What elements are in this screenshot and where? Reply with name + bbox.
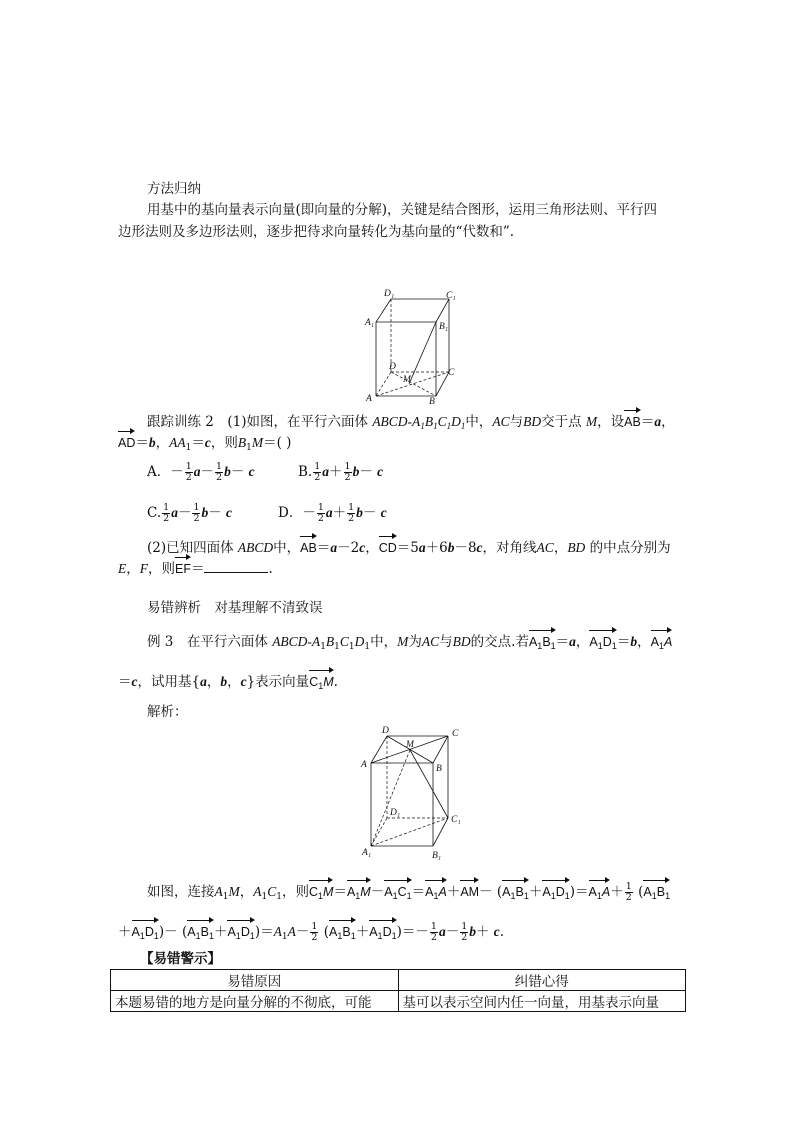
example-3-line1: 例 3 在平行六面体 ABCD-$A_1B_1C_1D_1$中，M为AC与BD的交点.若$A_1B_1=a$，$A_1D_1=b$，$A_1A$ xyxy=(147,630,672,652)
method-line-2: 边形法则及多边形法则，逐步把待求向量转化为基向量的“代数和”. xyxy=(118,224,515,240)
answer-blank[interactable] xyxy=(204,560,268,573)
fig1-label-M: M xyxy=(403,375,411,385)
fig2-label-D: D xyxy=(382,726,389,736)
fig2-label-B: B xyxy=(436,764,442,774)
table-row xyxy=(111,991,686,1012)
fig2-label-B1: B₁ xyxy=(432,851,442,861)
fig1-label-A1: A₁ xyxy=(365,318,375,328)
table-header-lesson: 纠错心得 xyxy=(398,970,686,991)
pitfall-heading: 易错辨析 对基理解不清致误 xyxy=(147,600,323,616)
choice-b[interactable]: B. $\frac{1}{2}$ a＋ $\frac{1}{2}$ b－ c xyxy=(298,461,384,483)
training-q2-line2: E，F，则EF＝ . xyxy=(118,557,273,579)
table-cell-lesson: 基可以表示空间内任一向量，用基表示向量 xyxy=(398,991,686,1012)
parallelepiped-figure-1 xyxy=(360,285,460,405)
fig2-label-A: A xyxy=(361,760,367,770)
fig1-label-C1: C₁ xyxy=(446,291,456,301)
fig1-label-D: D xyxy=(389,362,396,372)
choice-a[interactable]: A．－ $\frac{1}{2}$ a－ $\frac{1}{2}$ b－ c xyxy=(147,461,255,483)
fig1-label-D1: D₁ xyxy=(384,289,395,299)
fig2-label-C1: C₁ xyxy=(451,815,461,825)
fig2-label-A1: A₁ xyxy=(362,848,372,858)
analysis-label: 解析： xyxy=(147,704,188,720)
solution-line1: 如图，连接$A_1M$，$A_1C_1$，则$C_1M=A_1M-A_1C_1=A_1A+AM- (A_1B_1+A_1D_1)=A_1A+$ $\frac{1}{2}$ ($A_1B_1$ xyxy=(147,881,671,903)
q1-solid: ABCD-$A_1B_1C_1D_1$ xyxy=(372,414,466,431)
training-heading: 跟踪训练 2 xyxy=(147,414,214,430)
training-q1-line2: AD＝b，$AA_1=c$，则$B_1M=$( ) xyxy=(118,431,291,453)
solution-line2: $+A_1D_1)- (A_1B_1+A_1D_1)=A_1A-$ $\frac{1}{2}$ $(A_1B_1+A_1D_1)=-$ $\frac{1}{2}$ a－ $\frac{1}{2}$ b＋ c. xyxy=(118,921,505,943)
q1-text: (1)如图，在平行六面体 xyxy=(227,414,369,430)
table-header-row xyxy=(111,970,686,991)
table-header-cause: 易错原因 xyxy=(111,970,399,991)
fig2-label-M: M xyxy=(406,740,414,750)
fig1-label-B1: B₁ xyxy=(439,322,449,332)
choice-d[interactable]: D．－ $\frac{1}{2}$ a＋ $\frac{1}{2}$ b－ c xyxy=(278,502,387,524)
fig1-label-B: B xyxy=(429,397,435,405)
example-3-line2: ＝c，试用基{a，b，c}表示向量$C_1M$. xyxy=(118,670,338,692)
fig1-label-C: C xyxy=(448,368,455,378)
training-q2-line1: (2)已知四面体 ABCD中，AB＝a－2c，CD＝5a＋6b－8c，对角线AC，BD 的中点分别为 xyxy=(147,536,671,558)
table-cell-cause: 本题易错的地方是向量分解的不彻底，可能 xyxy=(111,991,399,1012)
parallelepiped-figure-2 xyxy=(355,722,470,862)
method-line-1: 用基中的基向量表示向量(即向量的分解)，关键是结合图形，运用三角形法则、平行四 xyxy=(147,202,658,218)
warning-table xyxy=(110,969,686,1012)
training-q1-line1: 跟踪训练 2 (1)如图，在平行六面体 ABCD-$A_1B_1C_1D_1$中，AC与BD交于点 M，设AB＝a， xyxy=(147,410,675,432)
fig2-label-D1: D₁ xyxy=(390,808,401,818)
warning-heading: 【易错警示】 xyxy=(140,951,221,967)
fig1-label-A: A xyxy=(366,394,372,404)
choice-c[interactable]: C. $\frac{1}{2}$ a－ $\frac{1}{2}$ b－ c xyxy=(147,502,233,524)
fig2-label-C: C xyxy=(452,729,459,739)
method-title: 方法归纳 xyxy=(147,181,201,197)
